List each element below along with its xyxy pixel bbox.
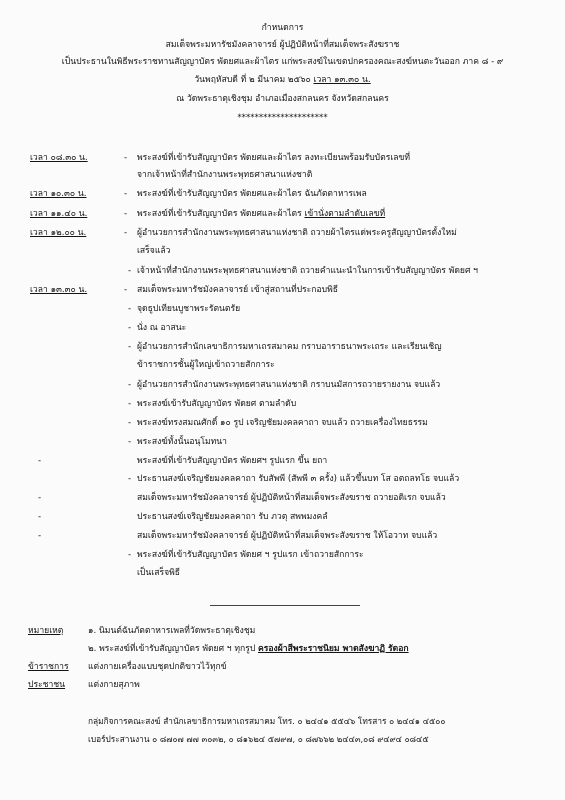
bullet-dash: - [128, 399, 132, 409]
bullet-dash: - [128, 437, 132, 447]
schedule-text: ผู้อำนวยการสำนักงานพระพุทธศาสนาแห่งชาติ กราบนมัสการถวายรายงาน จบแล้ว [137, 380, 441, 390]
bullet-dash: - [124, 285, 128, 295]
schedule-time: เวลา ๑๒.๐๐ น. [30, 228, 87, 238]
bullet-dash: - [128, 304, 132, 314]
schedule-text: พระสงฆ์ทรงสมณศักดิ์ ๑๐ รูป เจริญชัยมงคลคาถา จบแล้ว ถวายเครื่องไทยธรรม [137, 418, 428, 428]
doc-title: กำหนดการ [261, 23, 304, 33]
schedule-text: จากเจ้าหน้าที่สำนักงานพระพุทธศาสนาแห่งชาติ [137, 170, 313, 180]
schedule-text: นั่ง ณ อาสนะ [137, 323, 187, 333]
schedule-text: พระสงฆ์ที่เข้ารับสัญญาบัตร พัดยศฯ รูปแรก ขึ้น ยถา [137, 456, 328, 466]
bullet-dash: - [128, 342, 132, 352]
bullet-dash: - [38, 493, 42, 503]
schedule-text: พระสงฆ์ที่เข้ารับสัญญาบัตร พัดยศ ฯ รูปแรก เข้าถวายสักการะ [137, 550, 364, 560]
bullet-dash: - [128, 474, 132, 484]
schedule-text: สมเด็จพระมหารัชมังคลาจารย์ เข้าสู่สถานที่ประกอบพิธี [137, 285, 339, 295]
doc-purpose: เป็นประธานในพิธีพระราชทานสัญญาบัตร พัดยศและผ้าไตร แก่พระสงฆ์ในเขตปกครองคณะสงฆ์หนตะวันออก ภาค ๘ - ๙ [61, 57, 504, 67]
date-text: วันพฤหัสบดี ที่ ๒ มีนาคม ๒๕๖๐ [194, 75, 314, 85]
schedule-text: ผู้อำนวยการสำนักเลขาธิการมหาเถรสมาคม กราบอาราธนาพระเถระ และเรียนเชิญ [137, 342, 442, 352]
schedule-time: เวลา ๑๓.๓๐ น. [30, 285, 88, 295]
notes-label: หมายเหตุ [28, 626, 64, 636]
civil-servant-label: ข้าราชการ [28, 662, 69, 672]
bullet-dash: - [38, 512, 42, 522]
schedule-text [137, 209, 385, 220]
schedule-text: พระสงฆ์เข้ารับสัญญาบัตร พัดยศ ตามลำดับ [137, 399, 297, 409]
bullet-dash: - [124, 228, 128, 238]
bullet-dash: - [124, 153, 128, 163]
schedule-text: จุดธูปเทียนบูชาพระรัตนตรัย [137, 304, 241, 314]
contact-office: กลุ่มกิจการคณะสงฆ์ สำนักเลขาธิการมหาเถรสมาคม โทร. ๐ ๒๔๔๑ ๕๕๔๖ โทรสาร ๐ ๒๔๔๑ ๔๕๐๐ [88, 716, 446, 726]
schedule-time: เวลา ๑๑.๔๐ น. [30, 209, 88, 219]
schedule-text: เสร็จแล้ว [137, 246, 171, 256]
note-item [88, 644, 409, 655]
bullet-dash: - [124, 209, 128, 219]
date-time: เวลา ๑๓.๓๐ น. [313, 75, 371, 85]
bullet-dash: - [128, 418, 132, 428]
schedule-text: พระสงฆ์ที่เข้ารับสัญญาบัตร พัดยศและผ้าไตร ฉันภัตตาหารเพล [137, 189, 367, 199]
civil-servant-dress: แต่งกายเครื่องแบบชุดปกติขาวไว้ทุกข์ [88, 662, 227, 672]
doc-date [0, 75, 565, 86]
bullet-dash: - [128, 266, 132, 276]
schedule-text-main: พระสงฆ์ที่เข้ารับสัญญาบัตร พัดยศและผ้าไตร [137, 209, 305, 219]
doc-venue: ณ วัดพระธาตุเชิงชุม อำเภอเมืองสกลนคร จังหวัดสกลนคร [176, 94, 389, 104]
schedule-text: ประธานสงฆ์เจริญชัยมงคลคาถา รับสัพพี (สัพพี ๓ ครั้ง) แล้วขึ้นบท โส อตถลทโธ จบแล้ว [137, 474, 460, 484]
section-divider [210, 605, 360, 606]
schedule-text-underlined: เข้านั่งตามลำดับเลขที่ [304, 209, 386, 219]
note-item: ๑. นิมนต์ฉันภัตตาหารเพลที่วัดพระธาตุเชิงชุม [88, 626, 256, 636]
doc-subtitle: สมเด็จพระมหารัชมังคลาจารย์ ผู้ปฏิบัติหน้าที่สมเด็จพระสังฆราช [165, 40, 400, 50]
public-dress: แต่งกายสุภาพ [88, 680, 140, 690]
schedule-text: ข้าราชการชั้นผู้ใหญ่เข้าถวายสักการะ [137, 360, 275, 370]
schedule-text: สมเด็จพระมหารัชมังคลาจารย์ ผู้ปฏิบัติหน้าที่สมเด็จพระสังฆราช ถวายอดิเรก จบแล้ว [137, 493, 446, 503]
contact-phones: เบอร์ประสานงาน ๐ ๘๗๐๗ ๗๗ ๓๐๓๒, ๐ ๘๑๖๒๔ ๕๗๙๗, ๐ ๘๗๖๖๒ ๒๔๔๓,๐๘ ๙๔๙๔ ๐๘๔๕ [88, 734, 429, 744]
bullet-dash: - [128, 380, 132, 390]
bullet-dash: - [124, 189, 128, 199]
schedule-text: เป็นเสร็จพิธี [137, 568, 181, 578]
schedule-text: พระสงฆ์ที่เข้ารับสัญญาบัตร พัดยศและผ้าไตร ลงทะเบียนพร้อมรับบัตรเลขที่ [137, 153, 411, 163]
schedule-text: สมเด็จพระมหารัชมังคลาจารย์ ผู้ปฏิบัติหน้าที่สมเด็จพระสังฆราช ให้โอวาท จบแล้ว [137, 531, 438, 541]
public-label: ประชาชน [28, 680, 66, 690]
bullet-dash: - [38, 456, 42, 466]
bullet-dash: - [38, 531, 42, 541]
bullet-dash: - [128, 323, 132, 333]
schedule-text: ประธานสงฆ์เจริญชัยมงคลคาถา รับ ภวตุ สพพมงคลํ [137, 512, 328, 522]
schedule-time: เวลา ๑๐.๓๐ น. [30, 189, 87, 199]
note-item-emphasis: ครองผ้าสีพระราชนิยม พาดสังฆาฏิ รัดอก [258, 644, 409, 654]
schedule-text: ผู้อำนวยการสำนักงานพระพุทธศาสนาแห่งชาติ ถวายผ้าไตรแด่พระครูสัญญาบัตรตั้งใหม่ [137, 228, 457, 238]
schedule-text: เจ้าหน้าที่สำนักงานพระพุทธศาสนาแห่งชาติ ถวายคำแนะนำในการเข้ารับสัญญาบัตร พัดยศ ฯ [137, 266, 478, 276]
bullet-dash: - [128, 550, 132, 560]
schedule-time: เวลา ๐๘.๓๐ น. [30, 153, 88, 163]
note-item-text: ๒. พระสงฆ์ที่เข้ารับสัญญาบัตร พัดยศ ฯ ทุกรูป [88, 644, 259, 654]
stars-divider: ********************* [237, 113, 328, 123]
schedule-text: พระสงฆ์ทั้งนั้นอนุโมทนา [137, 437, 228, 447]
